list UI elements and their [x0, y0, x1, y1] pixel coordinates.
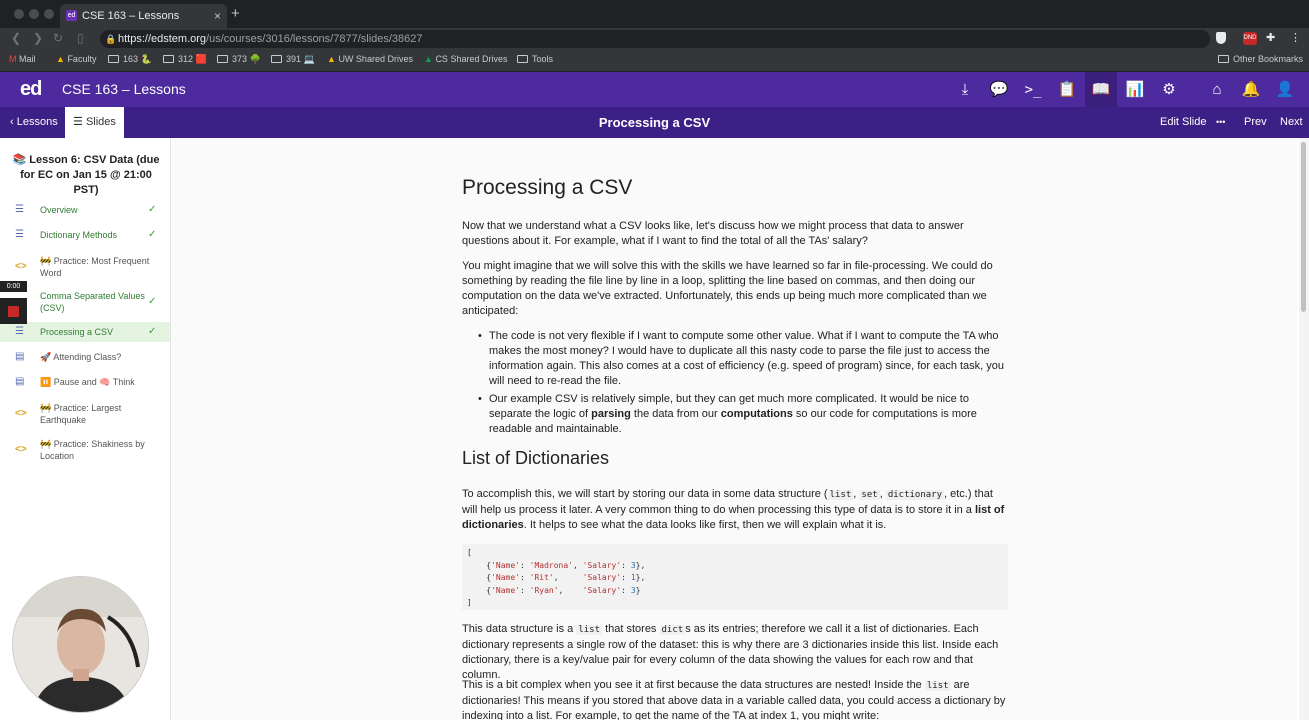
shield-extension-icon[interactable]: [1216, 32, 1226, 44]
doc-icon: ☰: [15, 326, 24, 337]
terminal-icon[interactable]: >_: [1024, 82, 1042, 98]
check-icon: ✓: [148, 204, 157, 215]
chat-icon[interactable]: 💬: [989, 81, 1009, 98]
doc-icon: ☰: [15, 204, 24, 215]
code-block: [ {'Name': 'Madrona', 'Salary': 3}, {'Name': 'Rit', 'Salary': 1}, {'Name': 'Ryan', 'Salary': 3} ]: [462, 544, 1008, 610]
bookmark-163[interactable]: 163 🐍: [108, 54, 152, 65]
quiz-icon: ▤: [15, 376, 25, 387]
sidebar-item-csv[interactable]: Comma Separated Values (CSV) ✓: [40, 291, 157, 313]
webcam-overlay: [12, 576, 149, 713]
url-field[interactable]: [100, 30, 1210, 48]
content-scrollbar[interactable]: [1299, 138, 1309, 720]
paragraph-list-of-dicts: This data structure is a list that stores dict s as its entries; therefore we call it a list of dictionaries. Each dictionary represents a single row of the dataset: this is why there are 3 dictionaries inside this list. Inside each dictionary, there is a key/value pair for every column of the data showing the values for each row and that column.: [462, 623, 999, 681]
drive-icon: ▲: [424, 54, 433, 64]
bookmark-373[interactable]: 373 🌳: [217, 54, 261, 65]
drive-icon: ▲: [56, 54, 65, 64]
home-icon[interactable]: ⌂: [1212, 81, 1222, 98]
check-icon: ✓: [148, 326, 157, 337]
folder-icon: [517, 55, 528, 63]
doc-icon: ☰: [15, 229, 24, 240]
scrollbar-thumb[interactable]: [1301, 142, 1306, 312]
list-item: • The code is not very flexible if I want to compute some other value. What if I want to compute the TA who makes the most money? I would have to duplicate all this nasty code to parse the file just to access the information again. This also comes at a cost of efficiency (e.g. speed of program) since, for each task, you will need to re-read the file.: [462, 329, 1008, 389]
slide-toolbar: [0, 107, 1309, 138]
lock-icon: 🔒: [105, 34, 117, 44]
course-title: CSE 163 – Lessons: [62, 81, 186, 97]
sidebar-item-dictionary-methods[interactable]: ☰ Dictionary Methods ✓: [15, 229, 157, 240]
check-icon: ✓: [148, 296, 157, 307]
other-bookmarks[interactable]: Other Bookmarks: [1218, 54, 1303, 64]
sidebar-item-attending-class[interactable]: ▤ 🚀 Attending Class?: [15, 351, 122, 362]
maximize-window-button[interactable]: [44, 9, 54, 19]
list-item: • Our example CSV is relatively simple, but they can get much more complicated. It would be nice to separate the logic of parsing the data from our computations so our code for computations is more readable and maintainable.: [462, 392, 1008, 437]
bookmark-uw-shared-drives[interactable]: ▲ UW Shared Drives: [327, 54, 413, 64]
drawbacks-list: [462, 329, 1008, 440]
browser-tab[interactable]: [60, 4, 227, 28]
folder-icon: [271, 55, 282, 63]
paragraph-file-processing: You might imagine that we will solve this with the skills we have learned so far in file-processing. We could do something by reading the file line by line in a loop, splitting the line based on commas, and then doing our computation on the data we've extracted. Unfortunately, this ends up being much more complicated than we anticipated:: [462, 260, 993, 317]
folder-icon: [163, 55, 174, 63]
sidebar-item-pause-and-think[interactable]: ▤ ⏸️ Pause and 🧠 Think: [15, 376, 135, 387]
back-icon[interactable]: ❮: [11, 31, 22, 45]
close-window-button[interactable]: [14, 9, 24, 19]
edit-slide-button[interactable]: Edit Slide: [1160, 116, 1207, 128]
sidebar-item-practice-most-frequent-word[interactable]: <> 🚧 Practice: Most Frequent Word: [15, 256, 150, 278]
sidebar-item-practice-shakiness-by-location[interactable]: <> 🚧 Practice: Shakiness by Location: [15, 439, 145, 461]
prev-button[interactable]: Prev: [1244, 116, 1267, 128]
chevron-left-icon: ‹: [10, 116, 14, 128]
sidebar-item-overview[interactable]: ☰ Overview ✓: [15, 204, 157, 215]
recording-timer: 0:00: [0, 281, 27, 292]
menu-icon[interactable]: ⋮: [1290, 32, 1301, 44]
paragraph-nested: This is a bit complex when you see it at first because the data structures are nested! Inside the list are dictionaries! This means if you stored that above data in a variable called data, you could access a dictionary by indexing into a list. For example, to get the name of the TA at index 1, you might write:: [462, 679, 1006, 720]
sidebar-item-practice-largest-earthquake[interactable]: <> 🚧 Practice: Largest Earthquake: [15, 403, 122, 425]
browser-tab-bar: [0, 0, 1309, 28]
lesson-title: 📚 Lesson 6: CSV Data (due for EC on Jan 15 @ 21:00 PST): [12, 154, 160, 196]
address-bar-row: [0, 28, 1309, 50]
url-host: https://edstem.org: [118, 33, 207, 45]
drive-icon: ▲: [327, 54, 336, 64]
folder-icon: [108, 55, 119, 63]
mail-icon: M: [9, 54, 17, 64]
next-button[interactable]: Next: [1280, 116, 1303, 128]
slide-title: Processing a CSV: [598, 115, 711, 130]
lessons-icon[interactable]: 📖: [1085, 72, 1117, 107]
settings-icon[interactable]: ⚙: [1162, 81, 1176, 98]
paragraph-data-structure: To accomplish this, we will start by storing our data in some data structure ( list , set , dictionary , etc.) that will help us process it later. A very common thing to do when processing this type of data is to store it in a list of dictionaries. It helps to see what the data looks like first, then we will explain what it is.: [462, 488, 1005, 531]
new-tab-icon[interactable]: +: [231, 5, 240, 22]
ed-logo[interactable]: ed: [20, 78, 42, 100]
close-tab-icon[interactable]: ×: [213, 9, 221, 23]
section-heading-list-of-dictionaries: List of Dictionaries: [462, 448, 610, 468]
more-options-icon[interactable]: •••: [1216, 117, 1226, 127]
bookmarks-bar: [0, 50, 1309, 72]
clipboard-icon[interactable]: 📋: [1057, 81, 1077, 98]
url-path: /us/courses/3016/lessons/7877/slides/38627: [206, 33, 423, 45]
slide-content-area: [172, 138, 1297, 720]
analytics-icon[interactable]: 📊: [1125, 81, 1145, 98]
bookmark-icon[interactable]: ▯: [77, 31, 84, 45]
user-icon[interactable]: 👤: [1275, 81, 1295, 98]
ed-header: [0, 72, 1309, 107]
bookmark-312[interactable]: 312 🟥: [163, 54, 207, 65]
folder-icon: [217, 55, 228, 63]
presenter-avatar: [13, 577, 149, 713]
quiz-icon: ▤: [15, 351, 25, 362]
check-icon: ✓: [148, 229, 157, 240]
back-to-lessons-button[interactable]: ‹ Lessons: [10, 116, 58, 128]
code-icon: <>: [15, 408, 27, 419]
bookmark-cs-shared-drives[interactable]: ▲ CS Shared Drives: [424, 54, 508, 64]
sidebar-item-processing-a-csv[interactable]: ☰ Processing a CSV ✓: [0, 322, 170, 342]
download-icon[interactable]: ⤓: [961, 81, 969, 98]
puzzle-extension-icon[interactable]: ✚: [1266, 32, 1276, 44]
bookmark-mail[interactable]: M Mail: [9, 54, 36, 64]
list-icon: ☰: [73, 116, 83, 128]
paragraph-intro: Now that we understand what a CSV looks like, let's discuss how we might process that data to answer questions about it. For example, what if I want to find the total of all the TAs' salary?: [462, 220, 964, 247]
reload-icon[interactable]: ↻: [53, 31, 64, 45]
code-icon: <>: [15, 261, 27, 272]
bookmark-tools[interactable]: Tools: [517, 54, 553, 64]
bell-icon[interactable]: 🔔: [1241, 81, 1261, 98]
stop-recording-button[interactable]: [0, 298, 27, 324]
folder-icon: [1218, 55, 1229, 63]
bookmark-faculty[interactable]: ▲ Faculty: [56, 54, 97, 64]
minimize-window-button[interactable]: [29, 9, 39, 19]
forward-icon[interactable]: ❯: [33, 31, 44, 45]
bookmark-391[interactable]: 391 💻: [271, 54, 315, 65]
dnd-extension-icon[interactable]: DND: [1243, 32, 1257, 45]
page-title: Processing a CSV: [462, 176, 633, 199]
ed-favicon-icon: ed: [67, 12, 76, 19]
tab-title: CSE 163 – Lessons: [82, 10, 180, 22]
code-icon: <>: [15, 444, 27, 455]
slides-button[interactable]: ☰ Slides: [65, 107, 124, 138]
